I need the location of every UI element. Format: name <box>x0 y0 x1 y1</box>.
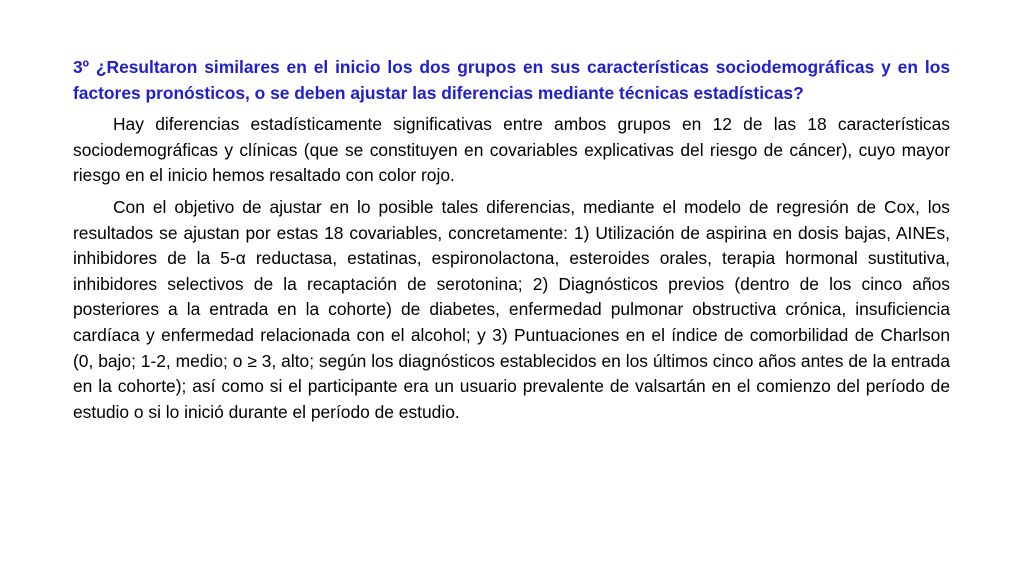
paragraph-cox-adjustment: Con el objetivo de ajustar en lo posible tales diferencias, mediante el modelo de regresión de Cox, los resultados se ajustan por estas 18 covariables, concretamente: 1) Utilización de aspirina en dosis bajas, AINEs, inhibidores de la 5-α reductasa, estatinas, espironolactona, esteroides orales, terapia hormonal sustitutiva, inhibidores selectivos de la recaptación de serotonina; 2) Diagnósticos previos (dentro de los cinco años posteriores a la entrada en la cohorte) de diabetes, enfermedad pulmonar obstructiva crónica, insuficiencia cardíaca y enfermedad relacionada con el alcohol; y 3) Puntuaciones en el índice de comorbilidad de Charlson (0, bajo; 1-2, medio; o ≥ 3, alto; según los diagnósticos establecidos en los últimos cinco años antes de la entrada en la cohorte); así como si el participante era un usuario prevalente de valsartán en el comienzo del período de estudio o si lo inició durante el período de estudio. <box>73 196 950 422</box>
question-heading: 3º ¿Resultaron similares en el inicio los dos grupos en sus características sociodemográficas y en los factores pronósticos, o se deben ajustar las diferencias mediante técnicas estadísticas? <box>73 57 950 103</box>
paragraph-differences: Hay diferencias estadísticamente significativas entre ambos grupos en 12 de las 18 características sociodemográficas y clínicas (que se constituyen en covariables explicativas del riesgo de cáncer), cuyo mayor riesgo en el inicio hemos resaltado con color rojo. <box>73 114 950 186</box>
slide-text-block <box>73 55 950 431</box>
